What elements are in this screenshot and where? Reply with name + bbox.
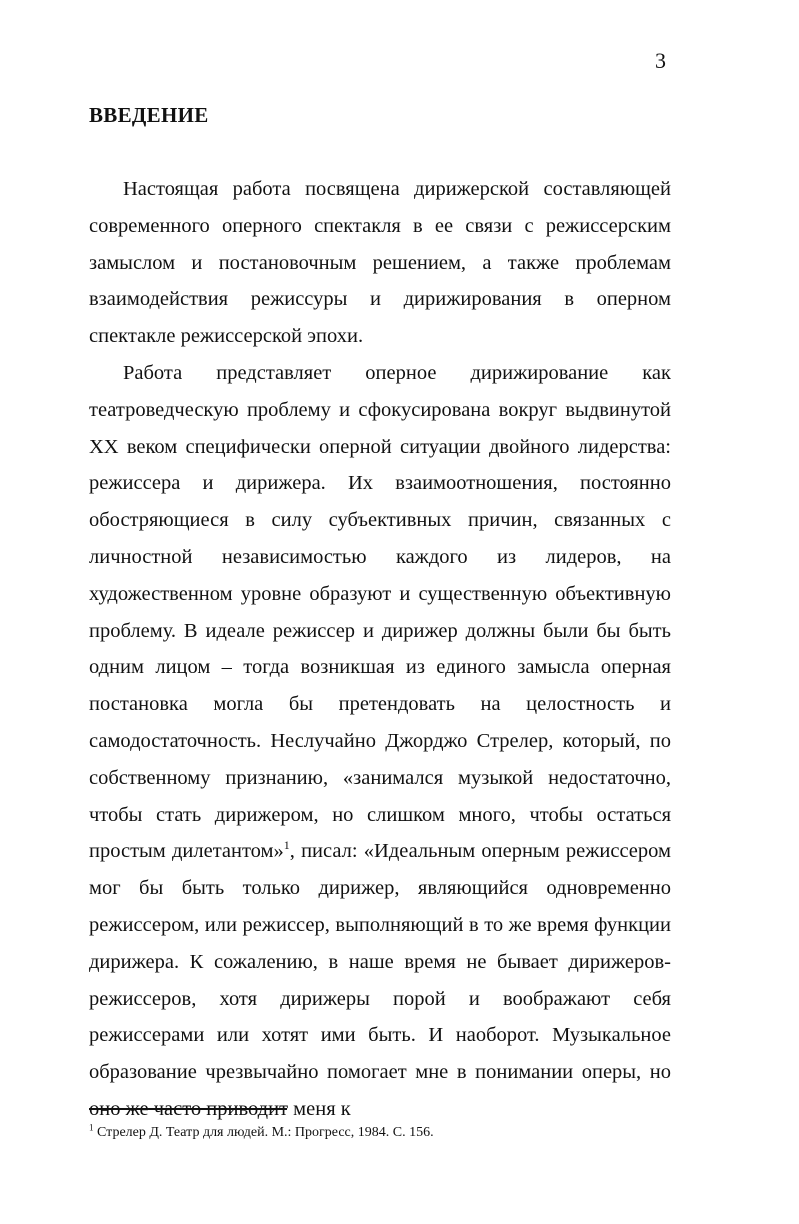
footnote-text: Стрелер Д. Театр для людей. М.: Прогресс, 1984. С. 156.: [93, 1125, 434, 1140]
footnote-marker: 1: [89, 1122, 94, 1133]
footnote-reference[interactable]: 1: [283, 838, 290, 853]
body-text: [89, 171, 671, 1128]
page-number: 3: [655, 48, 666, 73]
section-heading: ВВЕДЕНИЕ: [89, 103, 209, 127]
footnote-divider: [89, 1108, 287, 1110]
paragraph-2-part-2: , писал: «Идеальным оперным режиссером мог бы быть только дирижер, являющийся одновременно режиссером, или режиссер, выполняющий в то же время функции дирижера. К сожалению, в наше время не бывает дирижеров-режиссеров, хотя дирижеры порой и воображают себя режиссерами или хотят ими быть. И наоборот. Музыкальное образование чрезвычайно помогает мне в понимании оперы, но оно же часто приводит меня к: [89, 840, 671, 1120]
paragraph-2-part-1: Работа представляет оперное дирижирование как театроведческую проблему и сфокусирована вокруг выдвинутой XX веком специфически оперной ситуации двойного лидерства: режиссера и дирижера. Их взаимоотношения, постоянно обостряющиеся в силу субъективных причин, связанных с личностной независимостью каждого из лидеров, на художественном уровне образуют и существенную объективную проблему. В идеале режиссер и дирижер должны были бы быть одним лицом – тогда возникшая из единого замысла оперная постановка могла бы претендовать на целостность и самодостаточность. Неслучайно Джорджо Стрелер, который, по собственному признанию, «занимался музыкой недостаточно, чтобы стать дирижером, но слишком много, чтобы остаться простым дилетантом»: [89, 361, 671, 863]
paragraph-2: [89, 355, 671, 1128]
footnote: [89, 1124, 434, 1142]
paragraph-1: Настоящая работа посвящена дирижерской составляющей современного оперного спектакля в ее связи с режиссерским замыслом и постановочным решением, а также проблемам взаимодействия режиссуры и дирижирования в оперном спектакле режиссерской эпохи.: [89, 178, 671, 348]
